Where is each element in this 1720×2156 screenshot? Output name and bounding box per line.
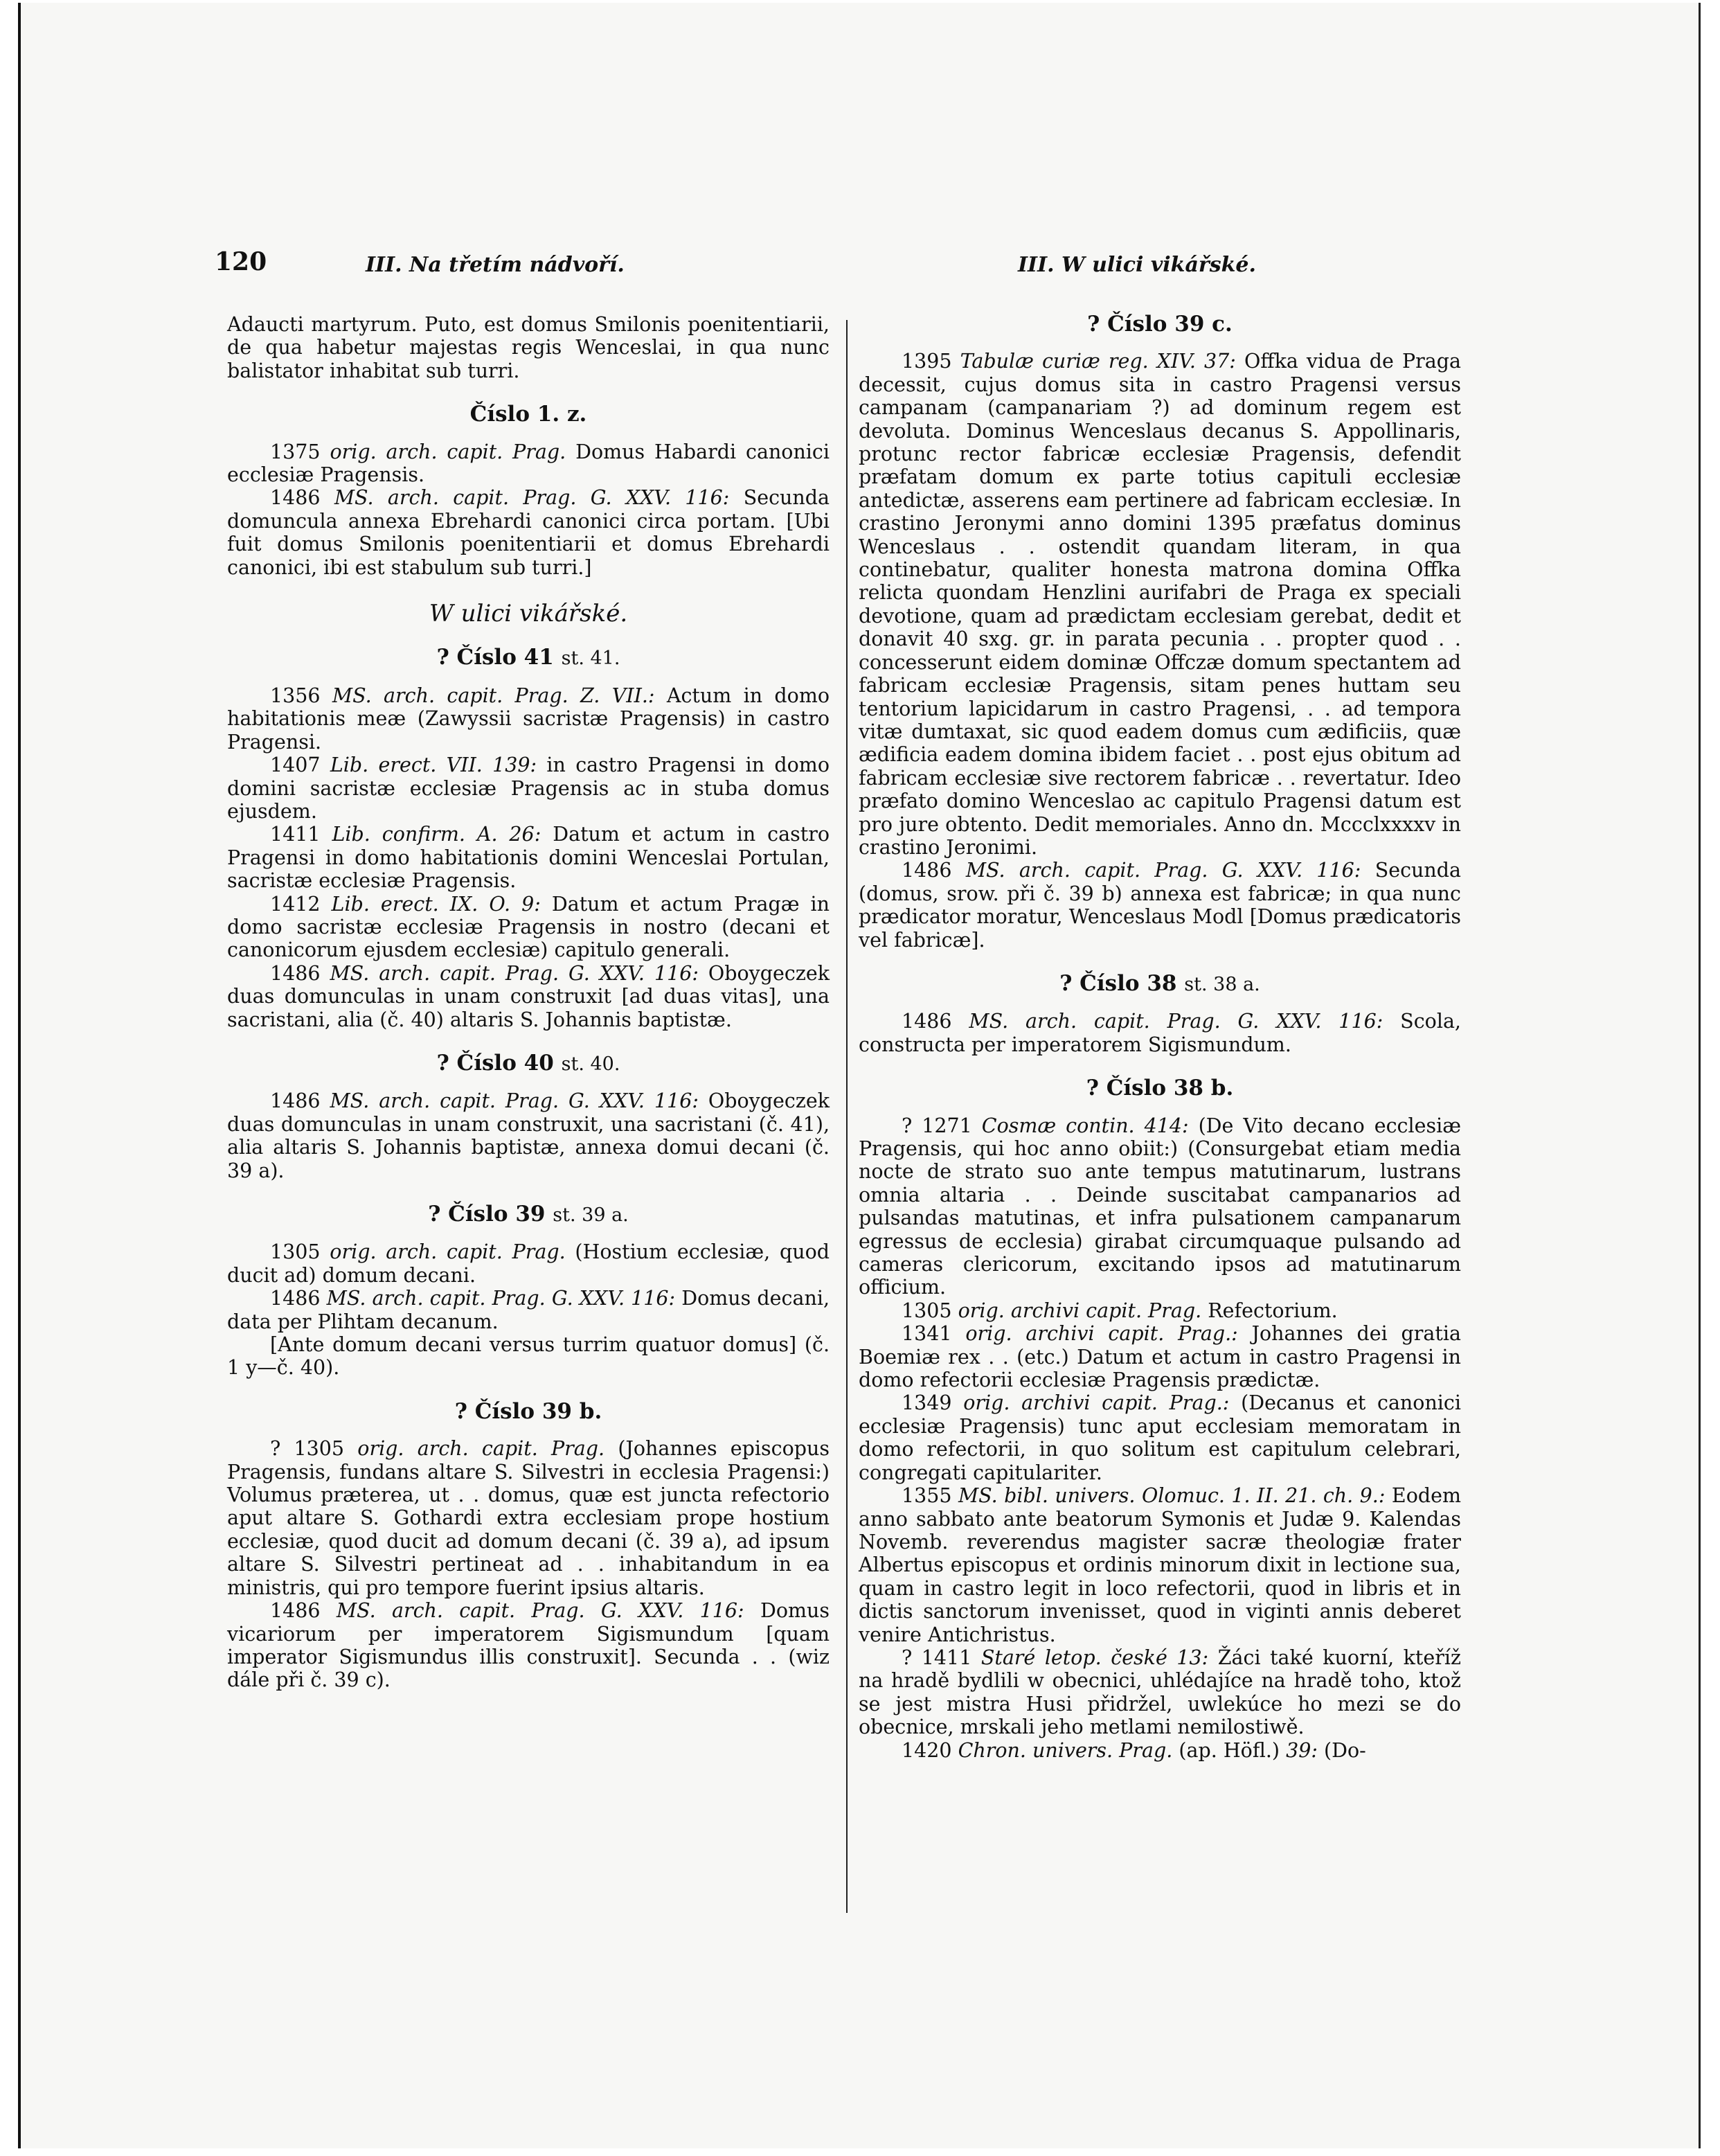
paragraph: [227, 440, 830, 487]
citation: orig. arch. capit. Prag.: [357, 1437, 605, 1461]
paragraph: [227, 1240, 830, 1287]
text-run: (Hostium ecclesiæ, quod ducit ad) domum decani.: [227, 1240, 830, 1287]
text-run: st. 40.: [561, 1053, 620, 1075]
paragraph: [Ante domum decani versus turrim quatuor domus] (č. 1 y—č. 40).: [227, 1333, 830, 1380]
text-run: st. 41.: [561, 648, 620, 670]
citation: Lib. erect. IX. O. 9:: [331, 892, 541, 916]
text-run: Scola, constructa per imperatorem Sigismundum.: [859, 1010, 1461, 1056]
left-running-title: III. Na třetím nádvoří.: [366, 253, 625, 277]
paragraph: [227, 1089, 830, 1182]
citation: 39:: [1286, 1738, 1318, 1762]
text-run: in castro Pragensi in domo domini sacristæ ecclesiæ Pragensis ac in stuba domus ejusdem.: [227, 754, 830, 823]
citation: orig. archivi capit. Prag.:: [963, 1391, 1230, 1415]
paragraph: [859, 1646, 1461, 1739]
text-run: 1486: [902, 1010, 952, 1033]
entry-heading: [859, 972, 1461, 996]
text-run: Secunda domuncula annexa Ebrehardi canonici circa portam. [Ubi fuit domus Smilonis poenitentiarii et domus Ebrehardi canonici, ibi est stabulum sub turri.]: [227, 486, 830, 579]
citation: MS. arch. capit. Prag. G. XXV. 116:: [330, 961, 699, 985]
text-run: 1305: [902, 1299, 952, 1322]
text-run: st. 38 a.: [1184, 973, 1260, 995]
text-run: Datum et actum Pragæ in domo sacristæ ecclesiæ Pragensis in nostro (decani et canonicorum ejusdem ecclesiæ) capitulo generali.: [227, 892, 830, 962]
text-run: ? Číslo 38: [1059, 970, 1177, 996]
text-run: ? 1305: [270, 1437, 345, 1461]
paragraph: [227, 1437, 830, 1599]
paragraph: [859, 1299, 1461, 1322]
paragraph: [859, 350, 1461, 859]
text-run: Johannes dei gratia Boemiæ rex . . (etc.) Datum et actum in castro Pragensi in domo refectorii ecclesiæ Pragensis prædictæ.: [859, 1322, 1461, 1392]
text-run: 1395: [902, 350, 952, 373]
entry-heading: [227, 1203, 830, 1227]
citation: Chron. univers. Prag.: [958, 1738, 1173, 1762]
citation: Cosmæ contin. 414:: [981, 1114, 1189, 1137]
paragraph: [227, 823, 830, 892]
text-run: ? Číslo 40: [436, 1050, 554, 1076]
paragraph: [227, 962, 830, 1031]
text-run: 1420: [902, 1738, 952, 1762]
citation: MS. arch. capit. Prag. G. XXV. 116:: [336, 1599, 744, 1623]
entry-heading: [227, 1052, 830, 1076]
text-run: Domus decani, data per Plihtam decanum.: [227, 1287, 830, 1333]
text-run: Secunda (domus, srow. při č. 39 b) annexa est fabricæ; in qua nunc prædicator moratur, Wenceslaus Modl [Domus prædicatoris vel fabricæ].: [859, 859, 1461, 952]
paragraph: [859, 1114, 1461, 1299]
entry-heading: ? Číslo 38 b.: [1086, 1076, 1234, 1101]
text-run: st. 39 a.: [553, 1204, 629, 1226]
paragraph: [227, 1599, 830, 1692]
text-run: Žáci také kuorní, kteříž na hradě bydlili w obecnici, uhlédajíce na hradě toho, ktož se jest mistra Husi přidržel, uwlekúce ho mezi se do obecnice, mrskali jeho metlami nemilostiwě.: [859, 1646, 1461, 1739]
text-run: Oboygeczek duas domunculas in unam construxit [ad duas vitas], una sacristani, alia (č. 40) altaris S. Johannis baptistæ.: [227, 961, 830, 1031]
column-divider: [846, 320, 848, 1913]
right-running-title: III. W ulici vikářské.: [1018, 253, 1256, 277]
paragraph: [227, 486, 830, 579]
entry-heading: ? Číslo 39 c.: [1087, 312, 1233, 337]
text-run: 1411: [270, 823, 321, 846]
paragraph: [227, 1287, 830, 1333]
citation: orig. archivi capit. Prag.:: [965, 1322, 1238, 1346]
text-run: Domus vicariorum per imperatorem Sigismundum [quam imperator Sigismundus illis construxit]. Secunda . . (wiz dále při č. 39 c).: [227, 1599, 830, 1692]
citation: orig. arch. capit. Prag.: [330, 1240, 566, 1264]
text-run: 1486: [270, 486, 321, 510]
text-run: 1375: [270, 440, 321, 463]
text-run: ? Číslo 41: [436, 645, 554, 670]
text-run: 1486: [270, 1599, 321, 1623]
text-run: Offka vidua de Praga decessit, cujus domus sita in castro Pragensi versus campanam (campanariam ?) ad dominum regem est devoluta. Dominus Wenceslaus decanus S. Appollinaris, protunc rector fabricæ ecclesiæ Pragensis, defendit præfatam domum ex parte totius capituli ecclesiæ antedictæ, asserens eam pertinere ad fabricam ecclesiæ. In crastino Jeronymi anno domini 1395 præfatus dominus Wenceslaus . . ostendit quandam literam, in qua continebatur, qualiter honesta matrona domina Offka relicta quondam Henzlini aurifabri de Praga ex speciali devotione, quam ad prædictam ecclesiam gerebat, dedit et donavit 40 sxg. gr. in parata pecunia . . propter quod . . concesserunt eidem dominæ Offczæ domum spectantem ad fabricam ecclesiæ Pragensis, sitam penes huttam seu tentorium lapicidarum in castro Pragensi, . . ad tempora vitæ dumtaxat, sic quod eadem domus cum ædificiis, quæ ædificia eadem domina ibidem faciet . . post ejus obitum ad fabricam ecclesiæ sive rectorem fabricæ . . revertatur. Ideo præfato domino Wenceslao ac capitulo Pragensi datum est pro jure obtento. Dedit memoriales. Anno dn. Mccclxxxxv in crastino Jeronimi.: [859, 350, 1461, 859]
paragraph: [859, 1484, 1461, 1646]
text-run: Domus Habardi canonici ecclesiæ Pragensis.: [227, 440, 830, 487]
paragraph: [859, 1322, 1461, 1391]
entry-heading: [227, 646, 830, 670]
text-run: Oboygeczek duas domunculas in unam construxit, una sacristani (č. 41), alia altaris S. Johannis baptistæ, annexa domui decani (č. 39 a).: [227, 1089, 830, 1182]
paragraph: Adaucti martyrum. Puto, est domus Smilonis poenitentiarii, de qua habetur majestas regis Wenceslai, in qua nunc balistator inhabitat sub turri.: [227, 313, 830, 382]
left-column: [227, 313, 830, 1692]
citation: MS. arch. capit. Prag. G. XXV. 116:: [965, 859, 1361, 882]
book-page: [215, 247, 1462, 1762]
text-run: 1407: [270, 754, 321, 777]
text-run: 1305: [270, 1240, 321, 1264]
citation: MS. bibl. univers. Olomuc. 1. II. 21. ch. 9.:: [958, 1484, 1386, 1508]
text-run: 1486: [902, 859, 952, 882]
paragraph: [227, 893, 830, 962]
entry-heading: ? Číslo 39 b.: [454, 1398, 602, 1424]
paragraph: [227, 684, 830, 754]
text-run: ? 1411: [902, 1646, 972, 1669]
text-run: Eodem anno sabbato ante beatorum Symonis et Judæ 9. Kalendas Novemb. reverendus magister sacræ theologiæ frater Albertus episcopus et ordinis minorum dixit in lectione sua, quam in castro legit in loco refectorii, quod in libris et in dictis sanctorum invenisset, quod in viginti annis deberet venire Antichristus.: [859, 1484, 1461, 1646]
right-column: [859, 313, 1461, 1762]
citation: MS. arch. capit. Prag. Z. VII.:: [332, 684, 655, 707]
text-run: 1486: [270, 1089, 321, 1113]
paragraph: [859, 1010, 1461, 1056]
text-run: Actum in domo habitationis meæ (Zawyssii sacristæ Pragensis) in castro Pragensi.: [227, 684, 830, 754]
text-run: 1486: [270, 1287, 321, 1310]
paragraph: [859, 1739, 1461, 1762]
text-run: Datum et actum in castro Pragensi in domo habitationis domini Wenceslai Portulan, sacristæ ecclesiæ Pragensis.: [227, 823, 830, 893]
paragraph: [859, 859, 1461, 952]
citation: MS. arch. capit. Prag. G. XXV. 116:: [334, 486, 730, 510]
section-title: W ulici vikářské.: [429, 600, 628, 628]
citation: Lib. confirm. A. 26:: [332, 823, 541, 846]
text-run: ? Číslo 39: [428, 1202, 546, 1227]
text-run: (Johannes episcopus Pragensis, fundans altare S. Silvestri in ecclesia Pragensi:) Volumus præterea, ut . . domus, quæ est juncta refectorio aput altare S. Gothardi extra ecclesiam prope hostium ecclesiæ, quod ducit ad domum decani (č. 39 a), ad ipsum altare S. Silvestri pertineat ad . . inhabitandum in ea ministris, qui pro tempore fuerint ipsius altaris.: [227, 1437, 830, 1599]
text-run: 1341: [902, 1322, 952, 1346]
citation: MS. arch. capit. Prag. G. XXV. 116:: [326, 1287, 676, 1310]
citation: orig. archivi capit. Prag.: [958, 1299, 1202, 1322]
citation: Lib. erect. VII. 139:: [330, 754, 537, 777]
page-number: 120: [215, 247, 267, 276]
text-run: (ap. Höfl.): [1172, 1738, 1287, 1762]
text-run: 1486: [270, 961, 321, 985]
paragraph: [859, 1391, 1461, 1484]
citation: MS. arch. capit. Prag. G. XXV. 116:: [969, 1010, 1383, 1033]
entry-heading: Číslo 1. z.: [469, 402, 587, 427]
text-run: 1349: [902, 1391, 952, 1415]
citation: MS. arch. capit. Prag. G. XXV. 116:: [330, 1089, 699, 1113]
text-run: Refectorium.: [1201, 1299, 1338, 1322]
text-run: (Do-: [1317, 1738, 1366, 1762]
paragraph: [227, 754, 830, 823]
text-run: (Decanus et canonici ecclesiæ Pragensis) tunc aput ecclesiam memoratam in domo refectorii, in quo solitum est capitulum celebrari, congregati capitulariter.: [859, 1391, 1461, 1484]
citation: Tabulæ curiæ reg. XIV. 37:: [960, 350, 1236, 373]
text-run: 1355: [902, 1484, 952, 1508]
text-run: 1356: [270, 684, 321, 707]
citation: orig. arch. capit. Prag.: [330, 440, 566, 463]
text-run: 1412: [270, 892, 321, 916]
text-run: ? 1271: [902, 1114, 972, 1137]
text-run: (De Vito decano ecclesiæ Pragensis, qui hoc anno obiit:) (Consurgebat etiam media nocte de strato suo ante tempus matutinarum, lustrans omnia altaria . . Deinde suscitabat campanarios ad pulsandas matutinas, et infra pulsationem campanarum egressus de ecclesia) girabat circumquaque pulsando ad cameras clericorum, excitando ipsos ad matutinarum officium.: [859, 1114, 1462, 1299]
citation: Staré letop. české 13:: [980, 1646, 1209, 1669]
running-head: [215, 247, 1462, 288]
